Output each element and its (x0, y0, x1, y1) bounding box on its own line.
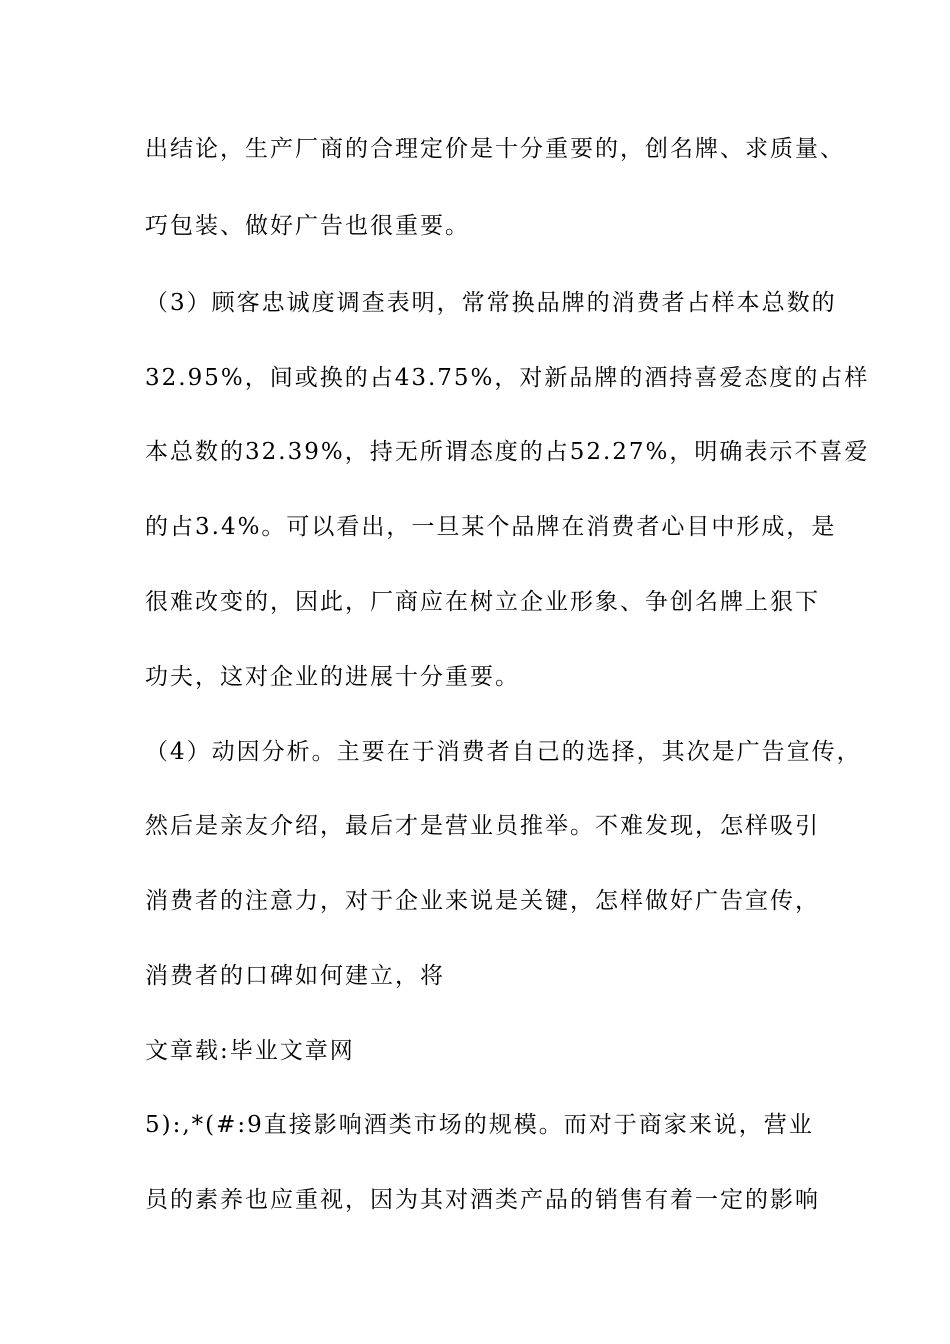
source-note: 文章载:毕业文章网 (145, 1038, 355, 1064)
text-line: 消费者的注意力，对于企业来说是关键，怎样做好广告宣传， (145, 888, 820, 914)
text-line: （3）顾客忠诚度调查表明，常常换品牌的消费者占样本总数的 (145, 290, 837, 316)
text-line: 32.95%，间或换的占43.75%，对新品牌的酒持喜爱态度的占样 (145, 365, 870, 391)
text-line: 消费者的口碑如何建立，将 (145, 963, 445, 989)
text-line: 巧包装、做好广告也很重要。 (145, 213, 470, 239)
text-line: 出结论，生产厂商的合理定价是十分重要的，创名牌、求质量、 (145, 136, 845, 162)
text-line: 然后是亲友介绍，最后才是营业员推举。不难发现，怎样吸引 (145, 813, 820, 839)
text-line: （4）动因分析。主要在于消费者自己的选择，其次是广告宣传， (145, 739, 862, 765)
text-line: 的占3.4%。可以看出，一旦某个品牌在消费者心目中形成，是 (145, 514, 837, 540)
text-line: 员的素养也应重视，因为其对酒类产品的销售有着一定的影响 (145, 1187, 820, 1213)
text-line: 本总数的32.39%，持无所谓态度的占52.27%，明确表示不喜爱 (145, 439, 870, 465)
text-line: 功夫，这对企业的进展十分重要。 (145, 664, 520, 690)
text-line: 很难改变的，因此，厂商应在树立企业形象、争创名牌上狠下 (145, 589, 820, 615)
text-line: 5):,*(#:9直接影响酒类市场的规模。而对于商家来说，营业 (145, 1112, 814, 1138)
